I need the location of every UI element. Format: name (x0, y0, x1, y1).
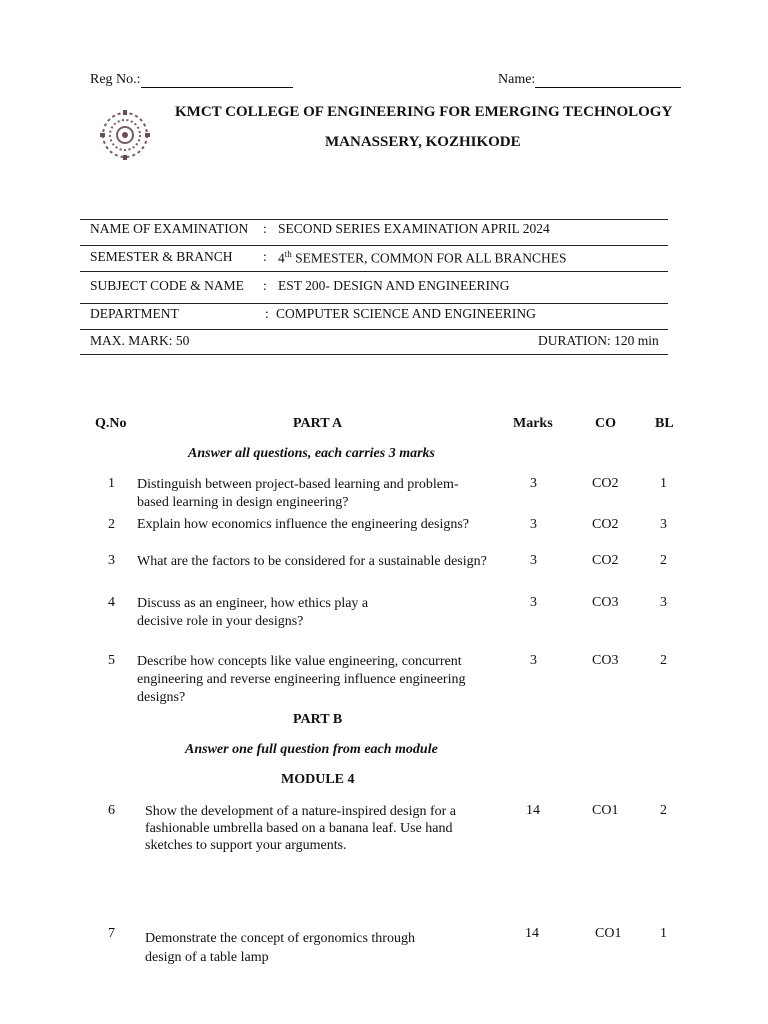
question-text: Explain how economics influence the engineering designs? (137, 517, 470, 532)
question-co: CO1 (592, 803, 619, 818)
reg-no-label: Reg No.: (90, 72, 141, 87)
exam-name-value: SECOND SERIES EXAMINATION APRIL 2024 (278, 221, 550, 236)
part-b-instruction: Answer one full question from each module (185, 742, 438, 757)
question-text: Show the development of a nature-inspired design for a fashionable umbrella based on a banana leaf. Use hand sketches to support your arguments. (145, 804, 457, 853)
col-bl-header: BL (655, 416, 674, 431)
question-co: CO2 (592, 476, 619, 491)
question-bl: 1 (660, 476, 667, 491)
question-bl: 2 (660, 803, 667, 818)
college-name: KMCT COLLEGE OF ENGINEERING FOR EMERGING TECHNOLOGY (175, 104, 673, 120)
subject-label: SUBJECT CODE & NAME (90, 278, 244, 293)
question-marks: 3 (530, 653, 537, 668)
question-bl: 3 (660, 517, 667, 532)
question-number: 7 (108, 926, 115, 941)
question-text: Discuss as an engineer, how ethics play a decisive role in your designs? (137, 596, 369, 629)
question-number: 4 (108, 595, 115, 610)
question-bl: 1 (660, 926, 667, 941)
question-bl: 2 (660, 553, 667, 568)
part-b-title: PART B (293, 712, 343, 727)
name-blank (535, 72, 681, 88)
question-marks: 3 (530, 476, 537, 491)
question-co: CO3 (592, 595, 619, 610)
question-marks: 3 (530, 595, 537, 610)
question-number: 3 (108, 553, 115, 568)
col-qno-header: Q.No (95, 416, 127, 431)
semester-row (90, 249, 567, 266)
name-field (498, 72, 681, 88)
department-value: COMPUTER SCIENCE AND ENGINEERING (276, 306, 536, 321)
subject-row (90, 278, 510, 294)
department-label: DEPARTMENT (90, 306, 179, 321)
department-row (90, 306, 536, 322)
semester-value (278, 249, 567, 267)
question-marks: 14 (525, 926, 539, 941)
question-co: CO1 (595, 926, 622, 941)
question-marks: 3 (530, 517, 537, 532)
part-a-title: PART A (293, 416, 343, 431)
duration: DURATION: 120 min (538, 333, 659, 348)
semester-label: SEMESTER & BRANCH (90, 249, 233, 264)
question-text: What are the factors to be considered for a sustainable design? (137, 554, 487, 569)
question-text: Describe how concepts like value engineering, concurrent engineering and reverse engineering influence engineering designs? (137, 654, 466, 705)
semester-text: SEMESTER, COMMON FOR ALL BRANCHES (291, 250, 567, 266)
question-co: CO2 (592, 553, 619, 568)
question-number: 5 (108, 653, 115, 668)
question-number: 6 (108, 803, 115, 818)
exam-name-label: NAME OF EXAMINATION (90, 221, 249, 236)
subject-sep: : (263, 278, 267, 293)
semester-number: 4 (278, 250, 285, 266)
department-sep: : (265, 306, 269, 321)
module-title: MODULE 4 (281, 772, 355, 787)
info-row-rule (80, 245, 668, 246)
info-row-rule (80, 271, 668, 272)
college-seal-icon (98, 106, 152, 164)
question-co: CO2 (592, 517, 619, 532)
question-co: CO3 (592, 653, 619, 668)
info-row-rule (80, 303, 668, 304)
col-co-header: CO (595, 416, 616, 431)
question-number: 1 (108, 476, 115, 491)
exam-name-row (90, 221, 550, 237)
question-marks: 14 (526, 803, 540, 818)
question-text: Distinguish between project-based learning and problem-based learning in design engineering? (137, 477, 459, 510)
semester-sep: : (263, 249, 267, 264)
reg-no-blank (141, 72, 293, 88)
semester-suffix: th (284, 249, 292, 259)
college-location: MANASSERY, KOZHIKODE (325, 134, 521, 150)
question-marks: 3 (530, 553, 537, 568)
part-a-instruction: Answer all questions, each carries 3 marks (188, 446, 435, 461)
info-row-rule (80, 329, 668, 330)
subject-value: EST 200- DESIGN AND ENGINEERING (278, 278, 510, 293)
reg-no-field (90, 72, 293, 88)
question-text: Demonstrate the concept of ergonomics through design of a table lamp (145, 931, 415, 965)
name-label: Name: (498, 72, 536, 87)
col-marks-header: Marks (513, 416, 553, 431)
max-mark: MAX. MARK: 50 (90, 333, 190, 348)
question-bl: 2 (660, 653, 667, 668)
question-number: 2 (108, 517, 115, 532)
info-table-top-rule (80, 219, 668, 220)
info-table-bottom-rule (80, 354, 668, 355)
question-bl: 3 (660, 595, 667, 610)
exam-name-sep: : (263, 221, 267, 236)
